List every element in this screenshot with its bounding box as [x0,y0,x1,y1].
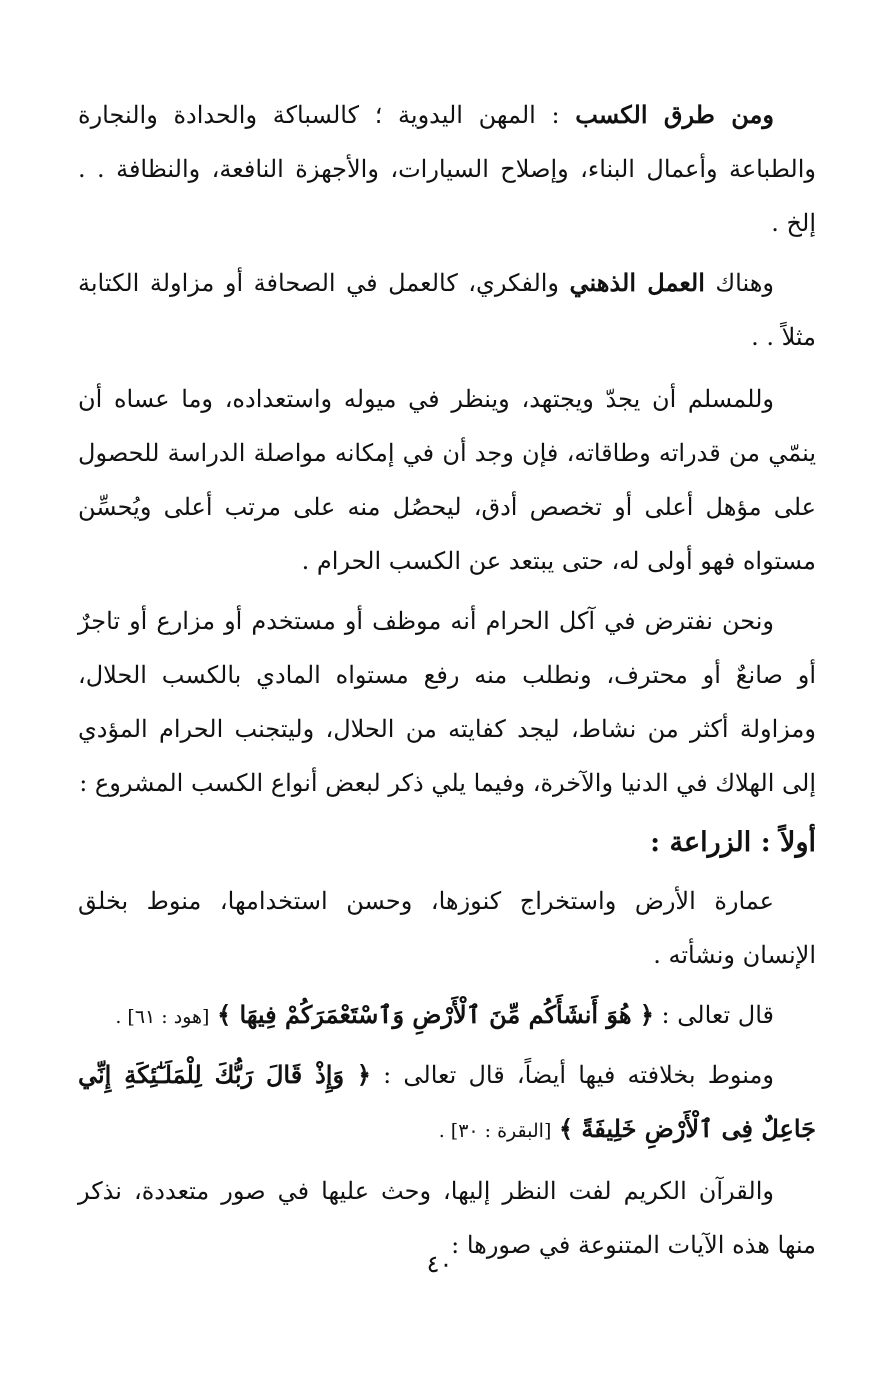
verse-citation: [البقرة : ٣٠] . [438,1120,552,1142]
paragraph-quran-encouragement: والقرآن الكريم لفت النظر إليها، وحث عليها في صور متعددة، نذكر منها هذه الآيات المتنوعة في صورها : [78,1177,816,1259]
bold-phrase-earning-methods: ومن طرق الكسب [575,100,774,129]
paragraph-verse-baqarah [78,1048,816,1158]
paragraph-land-cultivation: عمارة الأرض واستخراج كنوزها، وحسن استخدامها، منوط بخلق الإنسان ونشأته . [78,887,816,969]
paragraph-verse-hud [78,988,816,1044]
quran-verse: ﴿ وَإِذْ قَالَ رَبُّكَ لِلْمَلَـٰٓئِكَةِ إِنِّي جَاعِلٌ فِى ٱلْأَرْضِ خَلِيفَةً ﴾ [78,1060,816,1143]
bold-phrase-mental-work: العمل الذهني [569,268,705,297]
page-number: ٤٠ [426,1250,453,1278]
paragraph-lawful-earning: ونحن نفترض في آكل الحرام أنه موظف أو مستخدم أو مزارع أو تاجرٌ أو صانعٌ أو محترف، ونطلب منه رفع مستواه المادي بالكسب الحلال، ومزاولة أكثر من نشاط، ليجد كفايته من الحلال، وليتجنب الحرام المؤدي إلى الهلاك في الدنيا والآخرة، وفيما يلي ذكر لبعض أنواع الكسب المشروع : [78,607,816,797]
verse-citation: [هود : ٦١] . [115,1006,210,1028]
quran-verse: ﴿ هُوَ أَنشَأَكُم مِّنَ ٱلْأَرْضِ وَٱسْتَعْمَرَكُمْ فِيهَا ﴾ [217,1000,654,1029]
verse-intro: قال تعالى : [661,1001,774,1029]
paragraph-lead: وهناك [715,269,774,297]
verse-intro: ومنوط بخلافته فيها أيضاً، قال تعالى : [383,1061,774,1089]
page-body [78,88,816,1272]
paragraph-text: : المهن اليدوية ؛ كالسباكة والحدادة والنجارة والطباعة وأعمال البناء، وإصلاح السيارات، والأجهزة النافعة، والنظافة . . إلخ . [78,101,816,237]
paragraph-self-improvement: وللمسلم أن يجدّ ويجتهد، وينظر في ميوله واستعداده، وما عساه أن ينمّي من قدراته وطاقاته، فإن وجد أن في إمكانه مواصلة الدراسة للحصول على مؤهل أعلى أو تخصص أدق، ليحصُل منه على مرتب أعلى ويُحسِّن مستواه فهو أولى له، حتى يبتعد عن الكسب الحرام . [78,385,816,575]
paragraph-text: والفكري، كالعمل في الصحافة أو مزاولة الكتابة مثلاً . . [78,269,816,351]
paragraph-intellectual-work [78,256,816,364]
section-heading-agriculture: أولاً : الزراعة : [650,827,816,858]
paragraph-manual-trades [78,88,816,250]
